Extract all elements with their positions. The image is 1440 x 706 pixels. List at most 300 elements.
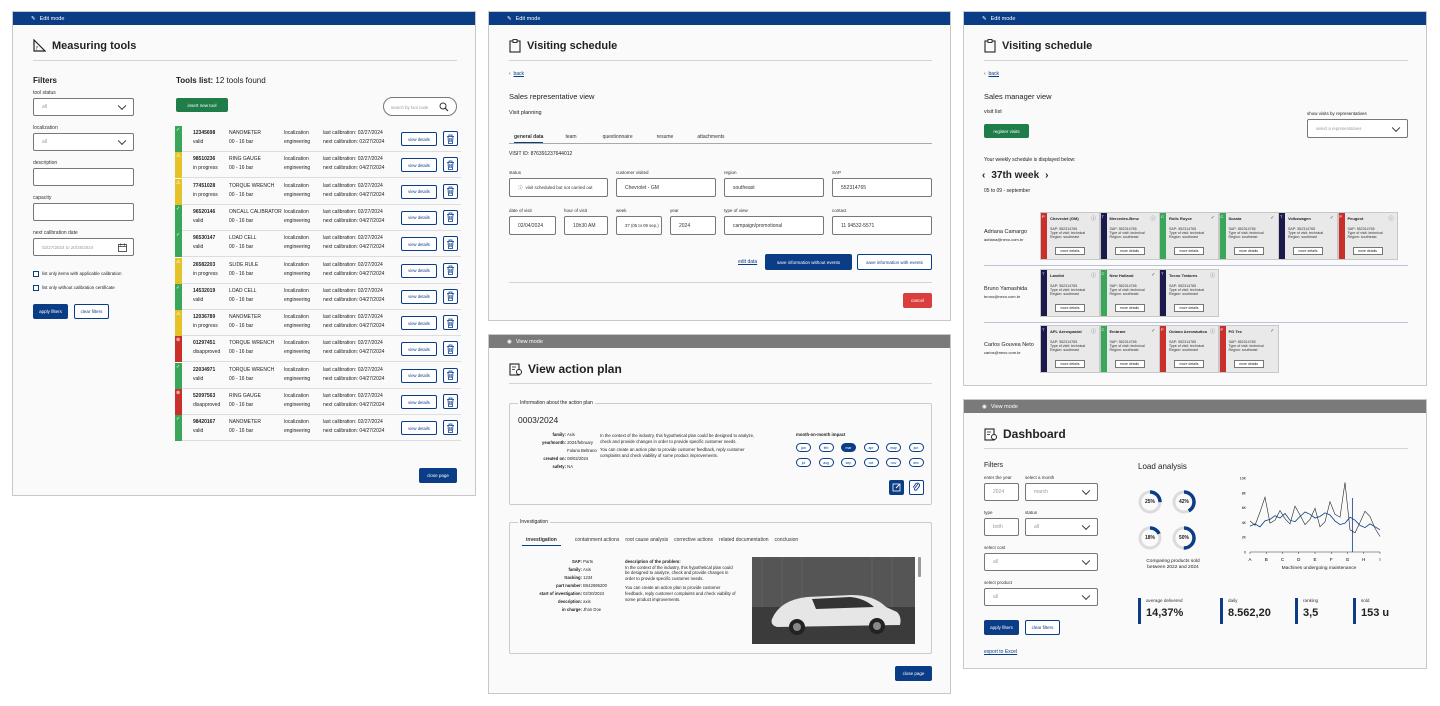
- no-certificate-checkbox[interactable]: [33, 285, 39, 291]
- visit-card[interactable]: [1338, 212, 1398, 260]
- tool-code: 12036789: [193, 314, 216, 321]
- tool-status: valid: [193, 296, 204, 303]
- delete-button[interactable]: [443, 131, 458, 146]
- y-tick-label: 6K: [1241, 506, 1246, 511]
- next-calibration: next calibration: 04/27/2024: [323, 165, 385, 172]
- status-select[interactable]: all: [1025, 518, 1098, 536]
- card-type-letter: C: [1161, 214, 1164, 219]
- location-label: localization: [284, 314, 309, 321]
- table-row: [175, 179, 461, 205]
- tool-range: 00 - 16 bar: [229, 349, 254, 356]
- delete-button[interactable]: [443, 210, 458, 225]
- tool-status-select[interactable]: all: [33, 98, 134, 116]
- visit-card[interactable]: [1040, 212, 1100, 260]
- chevron-right-icon[interactable]: ›: [1045, 170, 1049, 181]
- card-details: [1050, 340, 1085, 353]
- tab-containment-actions[interactable]: containment actions: [574, 537, 620, 543]
- tool-location-cell: [284, 339, 310, 357]
- divider: [984, 322, 1408, 323]
- more-details-button[interactable]: more details: [1174, 360, 1204, 368]
- table-row: [175, 336, 461, 362]
- field-key: description:: [558, 599, 582, 604]
- year-month-field: year/month: 2024/february: [542, 440, 594, 445]
- card-status-strip: [1220, 213, 1226, 259]
- tool-range: 00 - 16 bar: [229, 323, 254, 330]
- capacity-label: capacity: [33, 195, 52, 201]
- month-chip[interactable]: oct: [864, 458, 879, 467]
- more-details-button[interactable]: more details: [1234, 360, 1264, 368]
- edit-data-link[interactable]: edit data: [738, 259, 758, 265]
- location-value: engineering: [284, 323, 311, 330]
- stat-accent-bar: [1295, 598, 1298, 624]
- month-chip[interactable]: jun: [909, 443, 924, 452]
- tab-attachments[interactable]: attachments: [697, 134, 725, 140]
- cost-select[interactable]: all: [984, 553, 1098, 571]
- product-select[interactable]: all: [984, 588, 1098, 606]
- last-calibration: last calibration: 02/27/2024: [323, 130, 383, 136]
- type-label: type: [984, 510, 993, 515]
- card-details: [1050, 227, 1085, 240]
- tool-range: 00 - 16 bar: [229, 217, 254, 224]
- tab-resume[interactable]: resume: [656, 134, 674, 140]
- apply-filters-button[interactable]: apply filters: [984, 620, 1019, 635]
- back-link[interactable]: ‹ back: [984, 71, 1000, 77]
- tool-code: 98510236: [193, 156, 216, 163]
- investigation-field: [510, 606, 607, 614]
- visit-card[interactable]: [1100, 212, 1160, 260]
- image-scrollbar[interactable]: [918, 557, 921, 577]
- card-status-strip: [1041, 213, 1047, 259]
- view-details-button[interactable]: view details: [401, 395, 437, 409]
- x-tick-label: A: [1248, 557, 1252, 562]
- card-details: [1050, 284, 1085, 297]
- status-field[interactable]: ⓘ visit scheduled but not carried out: [509, 178, 608, 197]
- check-icon: ✓: [176, 205, 181, 212]
- month-chip[interactable]: aug: [819, 458, 834, 467]
- calibration-cell: [323, 129, 384, 147]
- measuring-tools-panel: [12, 11, 476, 496]
- localization-select[interactable]: all: [33, 133, 134, 151]
- field-key: tracking:: [564, 575, 582, 580]
- representative-select[interactable]: select a representatives: [1307, 119, 1408, 138]
- visit-card[interactable]: [1219, 325, 1279, 373]
- stat-accent-bar: [1220, 598, 1223, 624]
- search-input[interactable]: search by tool code: [383, 97, 457, 116]
- card-sap: SAP: 552314765: [1169, 340, 1197, 344]
- visit-card[interactable]: [1278, 212, 1338, 260]
- status-indicator: [175, 415, 182, 441]
- clipboard-icon: [984, 39, 996, 53]
- close-page-button[interactable]: close page: [895, 666, 932, 681]
- tab-related-documentation[interactable]: related documentation: [719, 537, 769, 543]
- tool-name-cell: [229, 392, 261, 410]
- month-chip[interactable]: may: [886, 443, 901, 452]
- more-details-button[interactable]: more details: [1115, 304, 1145, 312]
- card-details: [1110, 340, 1145, 353]
- divider: [984, 265, 1408, 266]
- more-details-button[interactable]: more details: [1055, 247, 1085, 255]
- date-range-input[interactable]: 02/27/2024 to 20/28/2024: [33, 238, 134, 256]
- check-icon: ✓: [1151, 272, 1156, 278]
- card-details: [1348, 227, 1383, 240]
- sap-field[interactable]: 552314765: [832, 178, 932, 197]
- card-visit-type: Type of visit: technical: [1347, 231, 1383, 236]
- visit-card[interactable]: [1040, 325, 1100, 373]
- close-page-button[interactable]: close page: [419, 468, 457, 483]
- location-label: localization: [284, 130, 309, 136]
- last-calibration: last calibration: 02/27/2024: [323, 393, 383, 399]
- month-label: select a month: [1025, 475, 1055, 480]
- card-status-strip: [1279, 213, 1285, 259]
- tool-location-cell: [284, 418, 310, 436]
- trash-icon: [446, 265, 455, 275]
- tool-range: 00 - 16 bar: [229, 191, 254, 198]
- tool-range: 00 - 16 bar: [229, 428, 254, 435]
- tool-name-cell: [229, 261, 258, 279]
- tool-code: 96520146: [193, 208, 216, 215]
- save-with-events-button[interactable]: save information with events: [857, 254, 932, 270]
- register-visits-button[interactable]: register visits: [984, 124, 1029, 138]
- card-sap: SAP: 552314765: [1050, 340, 1078, 344]
- trash-icon: [446, 212, 455, 222]
- tool-code: 26582203: [193, 261, 216, 268]
- card-type-letter: P: [1042, 214, 1045, 219]
- search-icon: [439, 102, 449, 112]
- year-label: enter the year: [984, 475, 1012, 480]
- card-region: Region: southeast: [1347, 235, 1377, 240]
- more-details-button[interactable]: more details: [1055, 360, 1085, 368]
- status-indicator: [175, 152, 182, 178]
- date-field[interactable]: 02/04/2024: [509, 216, 556, 235]
- applicable-calibration-checkbox[interactable]: [33, 271, 39, 277]
- y-tick-label: 4K: [1241, 520, 1246, 525]
- tool-code-cell: [193, 313, 218, 331]
- insert-tool-button[interactable]: insert new tool: [176, 98, 228, 112]
- card-region: Region: southeast: [1169, 292, 1198, 297]
- info-icon: ⓘ: [1150, 216, 1156, 222]
- card-visit-type: Type of visit: technical: [1109, 344, 1145, 349]
- next-calibration: next calibration: 04/27/2024: [323, 402, 385, 408]
- view-details-button[interactable]: view details: [401, 421, 437, 435]
- card-type-letter: T: [1280, 214, 1283, 219]
- tool-status: in progress: [193, 191, 218, 198]
- delete-button[interactable]: [443, 394, 458, 409]
- card-sap: SAP: 552314765: [1050, 284, 1078, 288]
- card-customer: Chevrolet (GM): [1050, 216, 1079, 221]
- month-chip[interactable]: dec: [909, 458, 924, 467]
- card-type-letter: T: [1042, 327, 1045, 332]
- month-chip[interactable]: sep: [841, 458, 856, 467]
- card-type-letter: T: [1101, 214, 1104, 219]
- card-type-letter: T: [1042, 271, 1045, 276]
- table-row: [175, 310, 461, 336]
- hour-field[interactable]: 10h30 AM: [564, 216, 608, 235]
- delete-button[interactable]: [443, 341, 458, 356]
- card-region: Region: southeast: [1050, 292, 1079, 297]
- delete-button[interactable]: [443, 368, 458, 383]
- field-value: B542695200: [583, 583, 607, 588]
- weekly-text: Your weekly schedule is displayed below:: [984, 157, 1076, 163]
- year-field[interactable]: 2024: [670, 216, 716, 235]
- delete-button[interactable]: [443, 263, 458, 278]
- error-icon: ⊗: [176, 337, 181, 344]
- attach-button[interactable]: [909, 480, 924, 495]
- tool-location-cell: [284, 234, 310, 252]
- card-visit-type: Type of visit: technical: [1169, 288, 1205, 293]
- year-input[interactable]: 2024: [984, 483, 1019, 501]
- chevron-left-icon[interactable]: ‹: [982, 170, 986, 181]
- load-analysis-title: Load analysis: [1138, 462, 1187, 471]
- description-label: description: [33, 160, 58, 166]
- x-tick-label: C: [1280, 557, 1285, 562]
- chevron-down-icon: [1082, 522, 1090, 530]
- delete-button[interactable]: [443, 157, 458, 172]
- visit-card[interactable]: [1040, 269, 1100, 317]
- card-visit-type: Type of visit: technical: [1228, 231, 1264, 236]
- view-details-button[interactable]: view details: [401, 290, 437, 304]
- view-details-button[interactable]: view details: [401, 158, 437, 172]
- year-label: year: [670, 208, 679, 213]
- export-excel-link[interactable]: export to Excel: [984, 649, 1018, 655]
- customer-field[interactable]: Chevrolet - GM: [616, 178, 716, 197]
- location-value: engineering: [284, 296, 311, 303]
- card-customer: Tecno Tratores: [1169, 273, 1198, 278]
- visit-card[interactable]: [1159, 212, 1219, 260]
- card-sap: SAP: 552314765: [1228, 340, 1256, 344]
- more-details-button[interactable]: more details: [1293, 247, 1323, 255]
- table-row: [175, 258, 461, 284]
- card-status-strip: [1220, 326, 1226, 372]
- page-title: Visiting schedule: [984, 39, 1092, 53]
- view-details-button[interactable]: view details: [401, 369, 437, 383]
- card-sap: SAP: 552314765: [1109, 227, 1137, 231]
- tool-code: 96530147: [193, 235, 216, 242]
- card-region: Region: southeast: [1109, 235, 1139, 240]
- visit-card[interactable]: [1159, 325, 1219, 373]
- month-chip[interactable]: mar: [841, 443, 856, 452]
- page-title: Visiting schedule: [509, 39, 617, 53]
- cost-label: select cost: [984, 545, 1006, 550]
- more-details-button[interactable]: more details: [1234, 247, 1264, 255]
- tool-name-cell: [229, 339, 274, 357]
- tool-name: TORQUE WRENCH: [229, 340, 275, 347]
- card-visit-type: Type of visit: technical: [1109, 231, 1145, 236]
- investigation-field: [510, 566, 607, 574]
- visit-card[interactable]: [1100, 269, 1160, 317]
- filters-title: Filters: [33, 76, 58, 85]
- card-region: Region: southeast: [1109, 292, 1139, 297]
- visit-manager-panel: [963, 11, 1427, 386]
- location-label: localization: [284, 340, 309, 347]
- more-details-button[interactable]: more details: [1174, 247, 1204, 255]
- last-calibration: last calibration: 02/27/2024: [323, 287, 383, 294]
- view-details-button[interactable]: view details: [401, 316, 437, 330]
- customer-label: customer visited: [616, 170, 649, 175]
- status-indicator: [175, 258, 182, 284]
- tab-investigation[interactable]: investigation: [522, 537, 561, 546]
- tool-name: LOAD CELL: [229, 287, 257, 294]
- save-without-events-button[interactable]: save information without events: [765, 254, 852, 270]
- card-visit-type: Type of visit: technical: [1228, 344, 1264, 349]
- view-details-button[interactable]: view details: [401, 342, 437, 356]
- tool-name: NANOMETER: [229, 314, 261, 321]
- stat-value: 14,37%: [1146, 607, 1184, 619]
- field-key: part number:: [556, 583, 582, 588]
- view-details-button[interactable]: view details: [401, 237, 437, 251]
- tool-status: in progress: [193, 270, 218, 277]
- tool-status-label: tool status: [33, 90, 56, 96]
- location-value: engineering: [284, 191, 311, 198]
- month-chip[interactable]: apr: [864, 443, 879, 452]
- card-region: Region: southeast: [1050, 348, 1079, 353]
- tool-name: NANOMETER: [229, 130, 261, 136]
- clear-filters-button[interactable]: clear filters: [1025, 620, 1060, 635]
- investigation-field: [510, 598, 607, 606]
- more-details-button[interactable]: more details: [1174, 304, 1204, 312]
- delete-button[interactable]: [443, 289, 458, 304]
- status-indicator: [175, 284, 182, 310]
- view-details-button[interactable]: view details: [401, 132, 437, 146]
- tool-range: 00 - 16 bar: [229, 402, 254, 408]
- next-calibration: next calibration: 04/27/2024: [323, 244, 385, 251]
- tab-conclusion[interactable]: conclusion: [774, 537, 799, 543]
- info-icon: ⓘ: [1209, 329, 1215, 335]
- field-value: Axis: [582, 567, 591, 572]
- month-chip[interactable]: jan: [796, 443, 811, 452]
- type-field[interactable]: campaign/promotional: [724, 216, 824, 235]
- description-input[interactable]: [33, 168, 134, 186]
- month-chip[interactable]: feb: [819, 443, 834, 452]
- view-details-button[interactable]: view details: [401, 185, 437, 199]
- tab-root-cause-analysis[interactable]: root cause analysis: [625, 537, 669, 543]
- card-customer: APL Aerospacial: [1050, 329, 1082, 334]
- card-region: Region: southeast: [1228, 348, 1258, 353]
- card-customer: Embraer: [1109, 329, 1126, 334]
- delete-button[interactable]: [443, 184, 458, 199]
- card-status-strip: [1041, 270, 1047, 316]
- status-indicator: [175, 231, 182, 257]
- visit-card[interactable]: [1100, 325, 1160, 373]
- tab-questionnaire[interactable]: questionnaire: [602, 134, 633, 140]
- hour-label: hour of visit: [564, 208, 588, 213]
- card-sap: SAP: 552314765: [1347, 227, 1375, 231]
- status-indicator: [175, 389, 182, 415]
- calibration-cell: [323, 339, 384, 357]
- month-chip[interactable]: nov: [886, 458, 901, 467]
- status-label: status: [1025, 510, 1038, 515]
- calibration-cell: [323, 313, 384, 331]
- week-field[interactable]: 37 (05 to 09 sep.): [616, 216, 662, 235]
- back-link[interactable]: ‹ back: [509, 71, 525, 77]
- y-tick-label: 8K: [1241, 491, 1246, 496]
- tool-name-cell: [229, 155, 261, 173]
- tool-code-cell: [193, 234, 215, 252]
- month-select[interactable]: march: [1025, 483, 1098, 501]
- status-label: status: [509, 170, 522, 175]
- status-indicator: [175, 336, 182, 362]
- tool-code: 22034971: [193, 366, 216, 373]
- last-calibration: last calibration: 02/27/2024: [323, 314, 383, 321]
- month-chip[interactable]: jul: [796, 458, 811, 467]
- card-customer: Octano Aeronáutica: [1169, 329, 1207, 334]
- tab-general-data[interactable]: general data: [514, 134, 543, 143]
- trash-icon: [446, 160, 455, 170]
- stat-accent-bar: [1353, 598, 1356, 624]
- visit-rep-panel: [488, 11, 951, 321]
- rep-email: bruno@nexo.com.br: [984, 294, 1021, 299]
- calibration-cell: [323, 287, 384, 305]
- table-row: [175, 415, 461, 441]
- product-label: select product: [984, 580, 1013, 585]
- clear-filters-button[interactable]: clear filters: [74, 304, 109, 319]
- visit-card[interactable]: [1219, 212, 1279, 260]
- check-icon: ✓: [1270, 328, 1275, 334]
- donut-label: 42%: [1178, 499, 1189, 505]
- capacity-input[interactable]: [33, 203, 134, 221]
- delete-button[interactable]: [443, 315, 458, 330]
- rep-email: adriana@nexo.com.br: [984, 237, 1024, 242]
- chevron-down-icon: [118, 137, 126, 145]
- week-range: 05 to 09 - september: [984, 188, 1031, 194]
- card-sap: SAP: 552314765: [1109, 340, 1137, 344]
- donut-label: 50%: [1178, 535, 1189, 541]
- sap-label: SAP: [832, 170, 842, 175]
- tool-name: TORQUE WRENCH: [229, 366, 275, 373]
- contact-field[interactable]: 11 94532-5571: [832, 216, 932, 235]
- delete-button[interactable]: [443, 420, 458, 435]
- donut-label: 25%: [1144, 499, 1155, 505]
- card-visit-type: Type of visit: technical: [1050, 288, 1086, 293]
- impact-title: month-on-month impact: [796, 432, 846, 437]
- x-tick-label: E: [1313, 557, 1317, 562]
- tool-code: 77451028: [193, 182, 216, 189]
- cancel-button[interactable]: cancel: [903, 293, 932, 308]
- tool-location-cell: [284, 392, 310, 410]
- next-calibration: next calibration: 02/27/2024: [323, 139, 385, 145]
- tab-corrective-actions[interactable]: corrective actions: [674, 537, 714, 543]
- more-details-button[interactable]: more details: [1115, 247, 1145, 255]
- region-field[interactable]: southeast: [724, 178, 824, 197]
- more-details-button[interactable]: more details: [1353, 247, 1383, 255]
- more-details-button[interactable]: more details: [1115, 360, 1145, 368]
- type-input[interactable]: both: [984, 518, 1019, 536]
- location-label: localization: [284, 208, 309, 215]
- y-tick-label: 0: [1244, 550, 1246, 555]
- location-value: engineering: [284, 139, 311, 145]
- tool-location-cell: [284, 261, 310, 279]
- delete-button[interactable]: [443, 236, 458, 251]
- info-icon: ⓘ: [1388, 216, 1394, 222]
- stat-value: 153 u: [1361, 607, 1390, 619]
- tab-team[interactable]: team: [565, 134, 577, 140]
- region-label: region: [724, 170, 737, 175]
- page-title: Measuring tools: [33, 39, 136, 52]
- check-icon: ✓: [1270, 215, 1275, 221]
- visit-card[interactable]: [1159, 269, 1219, 317]
- view-details-button[interactable]: view details: [401, 264, 437, 278]
- edit-plan-button[interactable]: [889, 480, 904, 495]
- card-sap: SAP: 552314765: [1169, 227, 1197, 231]
- tools-list-heading: Tools list: 12 tools found: [176, 76, 266, 85]
- report-icon: [509, 362, 522, 376]
- tool-status: valid: [193, 375, 204, 382]
- table-row: [175, 205, 461, 231]
- card-customer: Scania: [1228, 216, 1242, 221]
- view-details-button[interactable]: view details: [401, 211, 437, 225]
- apply-filters-button[interactable]: apply filters: [33, 304, 68, 319]
- trash-icon: [446, 186, 455, 196]
- more-details-button[interactable]: more details: [1055, 304, 1085, 312]
